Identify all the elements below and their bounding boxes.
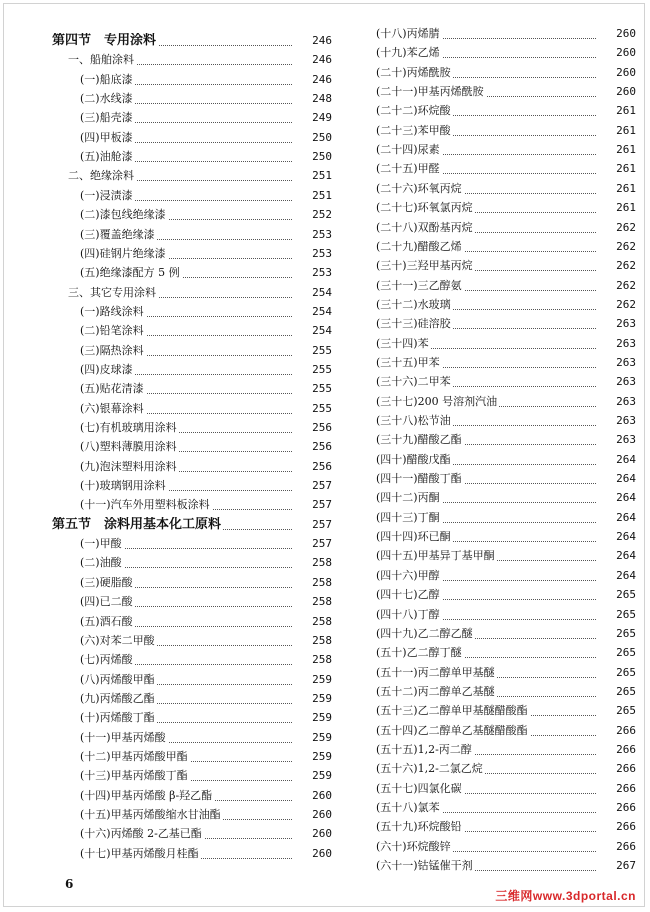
toc-entry-page: 263: [600, 374, 636, 390]
toc-entry: [376, 181, 636, 197]
toc-entry-title: (四十六)甲醇: [376, 568, 440, 582]
toc-entry-page: 254: [296, 323, 332, 339]
toc-entry: [80, 72, 332, 88]
toc-entry-title: 第五节 涂料用基本化工原料: [52, 516, 222, 532]
toc-entry: [376, 723, 636, 739]
toc-entry-title: (一)浸渍漆: [80, 188, 133, 202]
toc-entry-title: (七)丙烯酸: [80, 653, 133, 667]
toc-entry: [376, 355, 636, 371]
toc-entry-title: (五)绝缘漆配方 5 例: [80, 266, 180, 280]
toc-entry-page: 255: [296, 401, 332, 417]
toc-entry-title: (三)隔热涂料: [80, 343, 144, 357]
toc-entry-title: (一)船底漆: [80, 72, 133, 86]
toc-entry-page: 260: [296, 826, 332, 842]
toc-entry: [80, 497, 332, 513]
toc-entry-title: (二十七)环氧氯丙烷: [376, 201, 473, 215]
toc-entry: [80, 691, 332, 707]
toc-entry-page: 262: [600, 239, 636, 255]
toc-entry-page: 265: [600, 587, 636, 603]
toc-entry-title: (九)丙烯酸乙酯: [80, 691, 155, 705]
toc-entry-page: 263: [600, 316, 636, 332]
toc-entry: [376, 239, 636, 255]
toc-entry-page: 261: [600, 123, 636, 139]
toc-entry-title: (十一)汽车外用塑料板涂料: [80, 498, 210, 512]
toc-entry-page: 261: [600, 181, 636, 197]
toc-entry-title: (五)酒石酸: [80, 614, 133, 628]
toc-entry-title: (二十二)环烷酸: [376, 104, 451, 118]
toc-entry-page: 266: [600, 800, 636, 816]
toc-entry-title: (五十一)丙二醇单甲基醚: [376, 665, 495, 679]
toc-entry-page: 259: [296, 710, 332, 726]
toc-entry: [80, 130, 332, 146]
toc-entry-page: 253: [296, 265, 332, 281]
toc-entry-page: 262: [600, 278, 636, 294]
toc-entry-page: 263: [600, 336, 636, 352]
toc-entry-page: 258: [296, 614, 332, 630]
toc-entry-title: (六十一)钴锰催干剂: [376, 859, 473, 873]
toc-entry-page: 266: [600, 781, 636, 797]
toc-entry-title: (五十)乙二醇丁醚: [376, 646, 462, 660]
toc-entry: [376, 587, 636, 603]
toc-entry-page: 260: [296, 807, 332, 823]
toc-entry: [80, 788, 332, 804]
toc-entry-title: (十二)甲基丙烯酸甲酯: [80, 749, 188, 763]
toc-entry-page: 253: [296, 227, 332, 243]
toc-entry-page: 250: [296, 149, 332, 165]
toc-entry-page: 246: [296, 72, 332, 88]
toc-entry: [376, 471, 636, 487]
toc-entry: [376, 761, 636, 777]
toc-entry: [80, 401, 332, 417]
toc-entry-page: 265: [600, 665, 636, 681]
toc-entry-title: (二)水线漆: [80, 92, 133, 106]
toc-entry-title: (二十三)苯甲酸: [376, 123, 451, 137]
toc-entry-title: (四十一)醋酸丁酯: [376, 472, 462, 486]
toc-entry: [376, 742, 636, 758]
site-watermark: 三维网www.3dportal.cn: [495, 889, 636, 903]
toc-entry: [80, 826, 332, 842]
toc-entry-page: 254: [296, 304, 332, 320]
toc-entry-page: 264: [600, 548, 636, 564]
toc-entry: [376, 626, 636, 642]
toc-entry: [80, 207, 332, 223]
toc-entry: [80, 807, 332, 823]
toc-entry-page: 246: [296, 33, 332, 49]
toc-entry-title: (五)油舱漆: [80, 150, 133, 164]
toc-entry-page: 250: [296, 130, 332, 146]
toc-entry-page: 263: [600, 394, 636, 410]
toc-entry: [80, 188, 332, 204]
toc-entry-title: (四十八)丁醇: [376, 607, 440, 621]
toc-entry-title: (四十九)乙二醇乙醚: [376, 626, 473, 640]
toc-group-heading: [68, 52, 332, 68]
toc-entry-title: (五十七)四氯化碳: [376, 781, 462, 795]
toc-entry-title: (二十九)醋酸乙烯: [376, 239, 462, 253]
toc-entry-page: 262: [600, 297, 636, 313]
toc-entry-page: 249: [296, 110, 332, 126]
toc-entry-title: (九)泡沫塑料用涂料: [80, 459, 177, 473]
toc-entry-title: (三十三)硅溶胶: [376, 317, 451, 331]
toc-entry: [376, 819, 636, 835]
toc-entry-title: (一)路线涂料: [80, 304, 144, 318]
toc-entry-title: 第四节 专用涂料: [52, 33, 157, 48]
toc-entry-page: 265: [600, 684, 636, 700]
toc-entry-page: 264: [600, 490, 636, 506]
toc-entry: [376, 510, 636, 526]
toc-entry-title: (十一)甲基丙烯酸: [80, 730, 166, 744]
toc-entry-page: 259: [296, 768, 332, 784]
toc-entry-page: 262: [600, 220, 636, 236]
toc-entry: [80, 420, 332, 436]
toc-entry-page: 266: [600, 742, 636, 758]
toc-entry-page: 259: [296, 730, 332, 746]
toc-entry: [376, 665, 636, 681]
toc-entry-page: 255: [296, 362, 332, 378]
toc-entry: [80, 439, 332, 455]
toc-entry: [80, 614, 332, 630]
toc-entry-title: (二十五)甲醛: [376, 162, 440, 176]
toc-entry-title: 三、其它专用涂料: [68, 285, 156, 299]
toc-entry: [80, 265, 332, 281]
toc-entry-title: (六)银幕涂料: [80, 401, 144, 415]
toc-entry: [80, 575, 332, 591]
toc-entry: [376, 568, 636, 584]
toc-entry: [376, 858, 636, 874]
toc-entry-title: (二十四)尿素: [376, 143, 440, 157]
toc-entry-title: (一)甲酸: [80, 537, 122, 551]
toc-entry-title: (五十六)1,2-二氯乙烷: [376, 762, 483, 776]
toc-entry: [80, 594, 332, 610]
toc-entry-title: (五十二)丙二醇单乙基醚: [376, 684, 495, 698]
toc-entry: [376, 220, 636, 236]
toc-entry-title: (三)覆盖绝缘漆: [80, 227, 155, 241]
toc-entry-page: 258: [296, 652, 332, 668]
toc-entry-page: 266: [600, 819, 636, 835]
toc-entry-title: (三)硬脂酸: [80, 575, 133, 589]
toc-entry: [376, 26, 636, 42]
toc-entry-title: (十八)丙烯腈: [376, 27, 440, 40]
toc-entry-page: 264: [600, 510, 636, 526]
toc-entry: [80, 459, 332, 475]
toc-entry-page: 261: [600, 103, 636, 119]
toc-entry: [80, 672, 332, 688]
toc-entry-page: 264: [600, 452, 636, 468]
toc-entry-title: (十四)甲基丙烯酸 β-羟乙酯: [80, 788, 213, 802]
toc-entry-title: (三十九)醋酸乙酯: [376, 433, 462, 447]
toc-entry: [80, 652, 332, 668]
toc-entry: [80, 304, 332, 320]
toc-entry: [80, 323, 332, 339]
toc-entry-page: 261: [600, 200, 636, 216]
toc-entry-title: (十六)丙烯酸 2-乙基已酯: [80, 827, 202, 841]
toc-entry-page: 257: [296, 497, 332, 513]
toc-entry-title: (三十八)松节油: [376, 414, 451, 427]
toc-entry-title: (二)铅笔涂料: [80, 324, 144, 338]
toc-entry: [376, 297, 636, 313]
toc-entry-title: (四十五)甲基异丁基甲酮: [376, 549, 495, 563]
toc-entry-title: (二)油酸: [80, 556, 122, 570]
toc-entry: [376, 703, 636, 719]
page-number: 6: [65, 877, 74, 891]
toc-entry: [80, 536, 332, 552]
toc-entry: [376, 839, 636, 855]
toc-entry: [80, 730, 332, 746]
toc-entry-page: 252: [296, 207, 332, 223]
toc-entry-page: 256: [296, 420, 332, 436]
toc-entry: [80, 478, 332, 494]
toc-entry-page: 261: [600, 161, 636, 177]
toc-entry-title: (二十六)环氧丙烷: [376, 181, 462, 195]
toc-entry-page: 251: [296, 168, 332, 184]
toc-entry-title: 一、船舶涂料: [68, 53, 134, 67]
toc-entry-title: (十三)甲基丙烯酸丁酯: [80, 769, 188, 783]
toc-entry: [376, 103, 636, 119]
toc-entry-page: 257: [296, 478, 332, 494]
toc-entry: [376, 374, 636, 390]
toc-entry-title: (三十七)200 号溶剂汽油: [376, 394, 498, 408]
toc-entry: [80, 246, 332, 262]
toc-entry: [376, 607, 636, 623]
toc-entry-page: 260: [296, 846, 332, 862]
toc-entry-page: 251: [296, 188, 332, 204]
toc-group-heading: [68, 168, 332, 184]
toc-entry-page: 260: [296, 788, 332, 804]
toc-entry: [376, 781, 636, 797]
toc-entry: [376, 548, 636, 564]
toc-entry-title: (四十七)乙醇: [376, 588, 440, 602]
toc-entry-page: 258: [296, 575, 332, 591]
toc-entry: [376, 278, 636, 294]
toc-entry: [376, 142, 636, 158]
toc-entry: [376, 316, 636, 332]
toc-entry-page: 258: [296, 633, 332, 649]
toc-entry: [80, 149, 332, 165]
toc-entry-page: 257: [296, 517, 332, 533]
toc-entry: [376, 336, 636, 352]
toc-entry-title: (五十九)环烷酸铅: [376, 820, 462, 834]
toc-entry: [80, 91, 332, 107]
toc-entry-page: 265: [600, 645, 636, 661]
toc-entry: [376, 45, 636, 61]
toc-entry: [80, 710, 332, 726]
toc-entry-title: (四)硅钢片绝缘漆: [80, 246, 166, 260]
toc-entry-title: (十九)苯乙烯: [376, 46, 440, 60]
toc-entry-title: (四十四)环已酮: [376, 530, 451, 544]
toc-entry: [376, 123, 636, 139]
toc-entry: [376, 645, 636, 661]
toc-entry-page: 255: [296, 343, 332, 359]
toc-entry-title: (五十四)乙二醇单乙基醚醋酸酯: [376, 723, 528, 737]
toc-entry-title: (四十三)丁酮: [376, 510, 440, 524]
toc-entry-title: (五十八)氯苯: [376, 801, 440, 814]
toc-entry: [376, 161, 636, 177]
toc-entry-page: 265: [600, 607, 636, 623]
toc-entry-title: (二十一)甲基丙烯酰胺: [376, 85, 484, 99]
toc-entry-page: 259: [296, 691, 332, 707]
toc-entry-page: 266: [600, 839, 636, 855]
toc-entry: [80, 749, 332, 765]
toc-entry-page: 253: [296, 246, 332, 262]
toc-entry-page: 257: [296, 536, 332, 552]
toc-entry: [376, 413, 636, 429]
toc-entry: [80, 846, 332, 862]
toc-entry-page: 264: [600, 529, 636, 545]
toc-entry-page: 248: [296, 91, 332, 107]
toc-entry-title: (三十)三羟甲基丙烷: [376, 259, 473, 273]
toc-entry-title: (七)有机玻璃用涂料: [80, 421, 177, 434]
toc-entry: [376, 529, 636, 545]
toc-entry-title: (三十一)三乙醇氨: [376, 278, 462, 292]
toc-entry: [80, 343, 332, 359]
toc-entry: [80, 110, 332, 126]
toc-entry-title: (十)玻璃钢用涂料: [80, 479, 166, 493]
toc-entry-page: 259: [296, 672, 332, 688]
toc-entry-title: (四十二)丙酮: [376, 491, 440, 505]
toc-entry-title: (三十五)甲苯: [376, 355, 440, 369]
toc-entry-page: 263: [600, 432, 636, 448]
toc-entry-page: 254: [296, 285, 332, 301]
toc-entry-title: (三十六)二甲苯: [376, 375, 451, 389]
toc-entry: [376, 452, 636, 468]
toc-entry-page: 260: [600, 26, 636, 42]
toc-entry: [80, 633, 332, 649]
toc-entry-page: 255: [296, 381, 332, 397]
toc-entry-title: 二、绝缘涂料: [68, 169, 134, 183]
toc-entry-title: (五十三)乙二醇单甲基醚醋酸酯: [376, 704, 528, 718]
toc-group-heading: [68, 285, 332, 301]
toc-entry-page: 263: [600, 355, 636, 371]
toc-entry-title: (三)船壳漆: [80, 111, 133, 125]
toc-entry-title: (三十二)水玻璃: [376, 297, 451, 311]
toc-entry-page: 264: [600, 471, 636, 487]
toc-entry: [376, 258, 636, 274]
toc-entry-page: 262: [600, 258, 636, 274]
toc-entry-title: (二)漆包线绝缘漆: [80, 208, 166, 222]
toc-entry-page: 260: [600, 45, 636, 61]
toc-entry-page: 258: [296, 594, 332, 610]
toc-entry: [376, 684, 636, 700]
toc-entry-title: (二十八)双酚基丙烷: [376, 220, 473, 234]
toc-entry-page: 265: [600, 626, 636, 642]
toc-entry-page: 267: [600, 858, 636, 874]
toc-entry-page: 264: [600, 568, 636, 584]
toc-entry-title: (三十四)苯: [376, 336, 429, 350]
toc-entry-title: (五十五)1,2-丙二醇: [376, 742, 472, 756]
toc-section-heading: [52, 33, 332, 49]
toc-entry-title: (五)贴花清漆: [80, 382, 144, 396]
toc-entry-title: (十)丙烯酸丁酯: [80, 711, 155, 725]
toc-entry-title: (四十)醋酸戊酯: [376, 452, 451, 466]
toc-entry: [376, 800, 636, 816]
toc-entry-title: (八)塑料薄膜用涂料: [80, 440, 177, 454]
toc-entry: [80, 362, 332, 378]
toc-entry: [376, 394, 636, 410]
toc-entry-page: 260: [600, 84, 636, 100]
toc-entry: [80, 381, 332, 397]
toc-entry-title: (八)丙烯酸甲酯: [80, 672, 155, 686]
toc-section-heading: [52, 517, 332, 533]
toc-entry-page: 265: [600, 703, 636, 719]
toc-entry: [376, 200, 636, 216]
toc-entry: [376, 65, 636, 81]
toc-entry-page: 246: [296, 52, 332, 68]
toc-entry-title: (六十)环烷酸锌: [376, 839, 451, 853]
book-page: [3, 3, 645, 907]
toc-entry-title: (四)甲板漆: [80, 130, 133, 144]
toc-entry: [80, 227, 332, 243]
toc-entry-page: 256: [296, 439, 332, 455]
toc-entry-title: (六)对苯二甲酸: [80, 633, 155, 647]
toc-entry: [376, 84, 636, 100]
toc-entry-page: 263: [600, 413, 636, 429]
toc-entry-page: 260: [600, 65, 636, 81]
toc-entry-title: (四)已二酸: [80, 595, 133, 609]
toc-entry-page: 259: [296, 749, 332, 765]
toc-entry-page: 266: [600, 723, 636, 739]
toc-entry: [376, 432, 636, 448]
toc-entry-title: (十七)甲基丙烯酸月桂酯: [80, 846, 199, 860]
toc-entry-title: (十五)甲基丙烯酸缩水甘油酯: [80, 808, 221, 821]
toc-entry-title: (四)皮球漆: [80, 362, 133, 376]
toc-entry-page: 266: [600, 761, 636, 777]
toc-entry-page: 261: [600, 142, 636, 158]
toc-entry-page: 258: [296, 555, 332, 571]
toc-entry-title: (二十)丙烯酰胺: [376, 65, 451, 79]
toc-entry: [80, 555, 332, 571]
toc-entry: [80, 768, 332, 784]
toc-entry-page: 256: [296, 459, 332, 475]
toc-entry: [376, 490, 636, 506]
